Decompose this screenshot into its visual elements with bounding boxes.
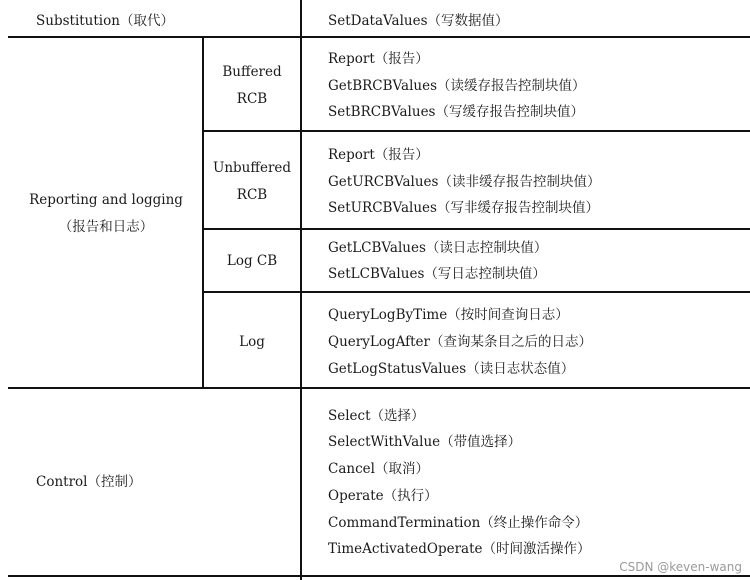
service-getlogstatusvalues: GetLogStatusValues（读日志状态值） [328, 361, 575, 377]
subcategory-unbuffered-line1: Unbuffered [212, 160, 292, 176]
watermark: CSDN @keven-wang [619, 560, 742, 574]
row-divider-bottom [8, 575, 750, 577]
row-divider-top [8, 36, 750, 38]
col-divider-main [300, 0, 302, 580]
category-reporting-line2: （报告和日志） [58, 219, 154, 235]
subcategory-buffered-line2: RCB [236, 91, 268, 107]
category-reporting-line1: Reporting and logging [29, 192, 183, 208]
service-getlcbvalues: GetLCBValues（读日志控制块值） [328, 240, 548, 256]
service-querylogbytime: QueryLogByTime（按时间查询日志） [328, 307, 569, 323]
service-getbrcbvalues: GetBRCBValues（读缓存报告控制块值） [328, 78, 586, 94]
row-divider-logcb [202, 291, 750, 293]
service-unbuffered-report: Report（报告） [328, 147, 429, 163]
service-setlcbvalues: SetLCBValues（写日志控制块值） [328, 266, 546, 282]
subcategory-buffered-line1: Buffered [222, 64, 282, 80]
row-divider-control [8, 387, 750, 389]
service-selectwithvalue: SelectWithValue（带值选择） [328, 434, 522, 450]
service-seturcbvalues: SetURCBValues（写非缓存报告控制块值） [328, 200, 599, 216]
category-control: Control（控制） [36, 474, 142, 490]
service-select: Select（选择） [328, 408, 425, 424]
col-divider-sub [202, 37, 204, 387]
row-divider-unbuffered [202, 228, 750, 230]
service-commandtermination: CommandTermination（终止操作命令） [328, 515, 589, 531]
service-buffered-report: Report（报告） [328, 51, 429, 67]
service-cancel: Cancel（取消） [328, 461, 429, 477]
subcategory-log: Log [239, 334, 265, 350]
service-operate: Operate（执行） [328, 488, 438, 504]
row-divider-buffered [202, 130, 750, 132]
service-geturcbvalues: GetURCBValues（读非缓存报告控制块值） [328, 174, 601, 190]
service-setdatavalues: SetDataValues（写数据值） [328, 13, 509, 29]
subcategory-logcb: Log CB [226, 253, 278, 269]
service-querylogafter: QueryLogAfter（查询某条目之后的日志） [328, 334, 592, 350]
subcategory-unbuffered-line2: RCB [236, 187, 268, 203]
service-timeactivatedoperate: TimeActivatedOperate（时间激活操作） [328, 541, 591, 557]
category-substitution: Substitution（取代） [36, 13, 174, 29]
service-setbrcbvalues: SetBRCBValues（写缓存报告控制块值） [328, 104, 584, 120]
